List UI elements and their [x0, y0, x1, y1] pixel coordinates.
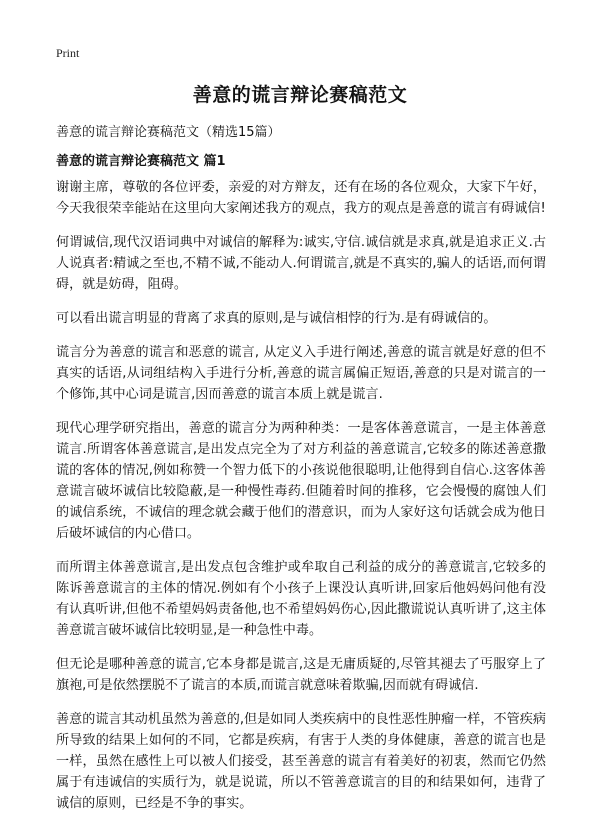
paragraph: 可以看出谎言明显的背离了求真的原则,是与诚信相悖的行为.是有碍诚信的。 — [56, 311, 497, 326]
paragraph: 但无论是哪种善意的谎言,它本身都是谎言,这是无庸质疑的,尽管其褪去了丐服穿上了旗袍,可是依然摆脱不了谎言的本质,而谎言就意味着欺骗,因而就有碍诚信. — [56, 657, 546, 693]
print-link[interactable]: Print — [56, 46, 80, 60]
paragraph: 现代心理学研究指出，善意的谎言分为两种种类：一是客体善意谎言，一是主体善意谎言.所谓客体善意谎言,是出发点完全为了对方利益的善意谎言,它较多的陈述善意撒谎的客体的情况,例如称赞一个智力低下的小孩说他很聪明,让他得到自信心.这客体善意谎言破坏诚信比较隐蔽,是一种慢性毒药.但随着时间的推移，它会慢慢的腐蚀人们的诚信系统，不诚信的理念就会藏于他们的潜意识，而为人家好这句话就会成为他日后破坏诚信的内心借口。 — [56, 421, 546, 541]
paragraph: 善意的谎言其动机虽然为善意的,但是如同人类疾病中的良性恶性肿瘤一样，不管疾病所导致的结果上如何的不同，它都是疾病，有害于人类的身体健康，善意的谎言也是一样，虽然在感性上可以被人们接受，甚至善意的谎言有着美好的初衷，然而它仍然属于有违诚信的实质行为，就是说谎，所以不管善意谎言的目的和结果如何，违背了诚信的原则，已经是不争的事实。 — [56, 712, 546, 811]
document-body — [56, 177, 546, 827]
paragraph: 而所谓主体善意谎言,是出发点包含维护或牟取自己利益的成分的善意谎言,它较多的陈诉善意谎言的主体的情况.例如有个小孩子上课没认真听讲,回家后他妈妈问他有没有认真听讲,但他不希望妈妈责备他,也不希望妈妈伤心,因此撒谎说认真听讲了,这主体善意谎言破坏诚信比较明显,是一种急性中毒。 — [56, 560, 546, 638]
document-title: 善意的谎言辩论赛稿范文 — [192, 84, 408, 106]
section-heading: 善意的谎言辩论赛稿范文 篇1 — [56, 154, 226, 169]
paragraph: 谢谢主席，尊敬的各位评委，亲爱的对方辩友，还有在场的各位观众，大家下午好，今天我很荣幸能站在这里向大家阐述我方的观点，我方的观点是善意的谎言有碍诚信! — [56, 180, 546, 216]
document-subtitle: 善意的谎言辩论赛稿范文（精选15篇） — [56, 125, 281, 140]
paragraph: 何谓诚信,现代汉语词典中对诚信的解释为:诚实,守信.诚信就是求真,就是追求正义.古人说真者:精诚之至也,不精不诚,不能动人.何谓谎言,就是不真实的,骗人的话语,而何谓碍，就是妨碍，阻碍。 — [56, 235, 546, 292]
paragraph: 谎言分为善意的谎言和恶意的谎言, 从定义入手进行阐述,善意的谎言就是好意的但不真实的话语,从词组结构入手进行分析,善意的谎言属偏正短语,善意的只是对谎言的一个修饰,其中心词是谎言,因而善意的谎言本质上就是谎言. — [56, 345, 546, 402]
